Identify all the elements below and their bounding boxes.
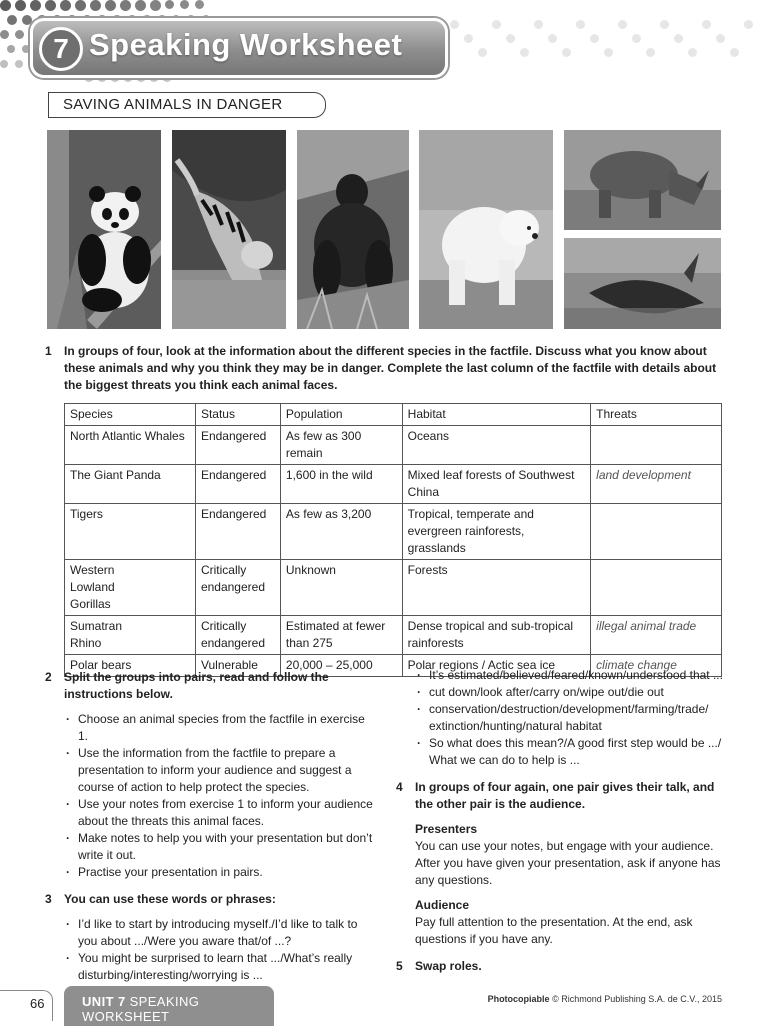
species-cell: Polar bears xyxy=(65,655,196,677)
presenters-heading: Presenters xyxy=(415,822,478,836)
decorative-dot xyxy=(0,60,8,68)
threats-cell[interactable]: climate change xyxy=(591,655,722,677)
column-header: Habitat xyxy=(402,404,591,426)
status-cell: Vulnerable xyxy=(195,655,280,677)
list-item: · Make notes to help you with your presentation but don’t write it out. xyxy=(64,830,375,864)
exercise-3 xyxy=(45,891,375,984)
phrases-list xyxy=(64,916,375,984)
status-cell: Critically endangered xyxy=(195,560,280,616)
page-title: Speaking Worksheet xyxy=(89,27,403,62)
section-heading xyxy=(48,92,326,118)
decorative-dot xyxy=(464,34,473,43)
whale-photo xyxy=(564,238,721,329)
decorative-dot xyxy=(22,45,30,53)
footer-unit-tab xyxy=(64,986,274,1026)
copyright-text: © Richmond Publishing S.A. de C.V., 2015 xyxy=(552,994,722,1004)
decorative-dot xyxy=(30,0,41,11)
decorative-dot xyxy=(150,0,161,11)
footer-unit-label: UNIT 7 xyxy=(82,994,126,1009)
decorative-dot xyxy=(120,0,131,11)
exercise-5 xyxy=(396,958,726,975)
list-item: · Practise your presentation in pairs. xyxy=(64,864,375,881)
list-item: · conservation/destruction/development/farming/trade/ extinction/hunting/natural habitat xyxy=(415,701,726,735)
decorative-dot xyxy=(562,48,571,57)
status-cell: Endangered xyxy=(195,465,280,504)
exercise-instruction: In groups of four again, one pair gives their talk, and the other pair is the audience. xyxy=(415,780,715,811)
column-header: Species xyxy=(65,404,196,426)
gorilla-photo xyxy=(297,130,409,329)
table-header-row xyxy=(65,404,722,426)
page-number: 66 xyxy=(30,996,45,1011)
species-cell: Sumatran Rhino xyxy=(65,616,196,655)
exercise-number: 1 xyxy=(45,344,52,358)
audience-heading: Audience xyxy=(415,898,470,912)
decorative-dot xyxy=(75,0,86,11)
title-banner xyxy=(30,18,448,78)
rhino-photo xyxy=(564,130,721,230)
panda-photo xyxy=(47,130,161,329)
list-item: · So what does this mean?/A good first step would be .../ What we can do to help is ... xyxy=(415,735,726,769)
decorative-dot xyxy=(165,0,174,9)
decorative-dot xyxy=(632,34,641,43)
list-item: · Use the information from the factfile to prepare a presentation to inform your audience and suggest a course of action to help protect the species. xyxy=(64,745,375,796)
decorative-dot xyxy=(646,48,655,57)
decorative-dot xyxy=(492,20,501,29)
species-cell: The Giant Panda xyxy=(65,465,196,504)
list-item: · Use your notes from exercise 1 to inform your audience about the threats this animal faces. xyxy=(64,796,375,830)
population-cell: As few as 3,200 xyxy=(280,504,402,560)
photocopiable-label: Photocopiable xyxy=(487,994,550,1004)
list-item: · I’d like to start by introducing myself./I’d like to talk to you about .../Were you aware that/of ...? xyxy=(64,916,375,950)
decorative-dot xyxy=(105,0,116,11)
habitat-cell: Polar regions / Actic sea ice xyxy=(402,655,591,677)
population-cell: 1,600 in the wild xyxy=(280,465,402,504)
decorative-dot xyxy=(195,0,204,9)
decorative-dot xyxy=(688,48,697,57)
instructions-list xyxy=(64,711,375,881)
habitat-cell: Tropical, temperate and evergreen rainforests, grasslands xyxy=(402,504,591,560)
unit-number-badge: 7 xyxy=(39,27,83,71)
phrases-list-continued xyxy=(415,667,726,769)
habitat-cell: Oceans xyxy=(402,426,591,465)
list-item: · You might be surprised to learn that .../What’s really disturbing/interesting/worrying is ... xyxy=(64,950,375,984)
decorative-dot xyxy=(15,60,23,68)
species-cell: Western Lowland Gorillas xyxy=(65,560,196,616)
decorative-dot xyxy=(660,20,669,29)
decorative-dot xyxy=(604,48,613,57)
decorative-dot xyxy=(744,20,753,29)
factfile-table xyxy=(64,403,722,677)
column-header: Threats xyxy=(591,404,722,426)
decorative-dot xyxy=(7,45,15,53)
decorative-dot xyxy=(576,20,585,29)
decorative-dot xyxy=(590,34,599,43)
tiger-photo xyxy=(172,130,286,329)
decorative-dot xyxy=(730,48,739,57)
status-cell: Endangered xyxy=(195,426,280,465)
section-heading-text: SAVING ANIMALS IN DANGER xyxy=(63,96,283,113)
decorative-dot xyxy=(135,0,146,11)
population-cell: Estimated at fewer than 275 xyxy=(280,616,402,655)
species-cell: North Atlantic Whales xyxy=(65,426,196,465)
table-row xyxy=(65,426,722,465)
footer-worksheet-label: SPEAKING WORKSHEET xyxy=(82,994,200,1024)
list-item: · cut down/look after/carry on/wipe out/die out xyxy=(415,684,726,701)
decorative-dot xyxy=(478,48,487,57)
decorative-dot xyxy=(534,20,543,29)
exercise-instruction: In groups of four, look at the information about the different species in the factfile. Discuss what you know about these animals and why you think they may be in danger. Complete the last column of the factfile with details about the biggest threats you think each animal faces. xyxy=(64,344,717,392)
exercise-4 xyxy=(396,779,726,948)
audience-text: Pay full attention to the presentation. At the end, ask questions if you have any. xyxy=(415,915,693,946)
population-cell: Unknown xyxy=(280,560,402,616)
column-header: Status xyxy=(195,404,280,426)
population-cell: 20,000 – 25,000 xyxy=(280,655,402,677)
decorative-dot xyxy=(506,34,515,43)
table-row xyxy=(65,560,722,616)
threats-cell[interactable] xyxy=(591,504,722,560)
species-cell: Tigers xyxy=(65,504,196,560)
decorative-dot xyxy=(0,0,11,11)
decorative-dot xyxy=(180,0,189,9)
threats-cell[interactable]: land development xyxy=(591,465,722,504)
presenters-text: You can use your notes, but engage with your audience. After you have given your presentation, ask if anyone has any questions. xyxy=(415,839,721,887)
exercise-number: 2 xyxy=(45,670,52,684)
threats-cell[interactable] xyxy=(591,560,722,616)
decorative-dot xyxy=(22,15,32,25)
polar-bear-photo xyxy=(419,130,553,329)
exercise-instruction: Split the groups into pairs, read and follow the instructions below. xyxy=(64,670,329,701)
decorative-dot xyxy=(15,0,26,11)
status-cell: Endangered xyxy=(195,504,280,560)
exercise-number: 3 xyxy=(45,892,52,906)
left-column xyxy=(45,669,375,984)
exercise-2 xyxy=(45,669,375,881)
column-header: Population xyxy=(280,404,402,426)
exercise-number: 4 xyxy=(396,780,403,794)
exercise-1 xyxy=(45,343,725,395)
table-row xyxy=(65,504,722,560)
list-item: · Choose an animal species from the factfile in exercise 1. xyxy=(64,711,375,745)
decorative-dot xyxy=(45,0,56,11)
decorative-dot xyxy=(15,30,24,39)
decorative-dot xyxy=(548,34,557,43)
table-row xyxy=(65,616,722,655)
decorative-dot xyxy=(60,0,71,11)
exercise-instruction: Swap roles. xyxy=(415,959,482,973)
threats-cell[interactable] xyxy=(591,426,722,465)
decorative-dot xyxy=(450,20,459,29)
habitat-cell: Forests xyxy=(402,560,591,616)
threats-cell[interactable]: illegal animal trade xyxy=(591,616,722,655)
list-item: · It’s estimated/believed/feared/known/understood that ... xyxy=(415,667,726,684)
habitat-cell: Dense tropical and sub-tropical rainforests xyxy=(402,616,591,655)
exercise-number: 5 xyxy=(396,959,403,973)
copyright-notice xyxy=(488,994,722,1004)
decorative-dot xyxy=(702,20,711,29)
exercise-instruction: You can use these words or phrases: xyxy=(64,892,276,906)
decorative-dot xyxy=(7,15,17,25)
table-row xyxy=(65,465,722,504)
right-column xyxy=(396,667,726,975)
decorative-dot xyxy=(618,20,627,29)
status-cell: Critically endangered xyxy=(195,616,280,655)
decorative-dot xyxy=(520,48,529,57)
decorative-dot xyxy=(674,34,683,43)
decorative-dot xyxy=(90,0,101,11)
population-cell: As few as 300 remain xyxy=(280,426,402,465)
page-number-box xyxy=(0,990,53,1021)
decorative-dot xyxy=(716,34,725,43)
decorative-dot xyxy=(0,30,9,39)
habitat-cell: Mixed leaf forests of Southwest China xyxy=(402,465,591,504)
